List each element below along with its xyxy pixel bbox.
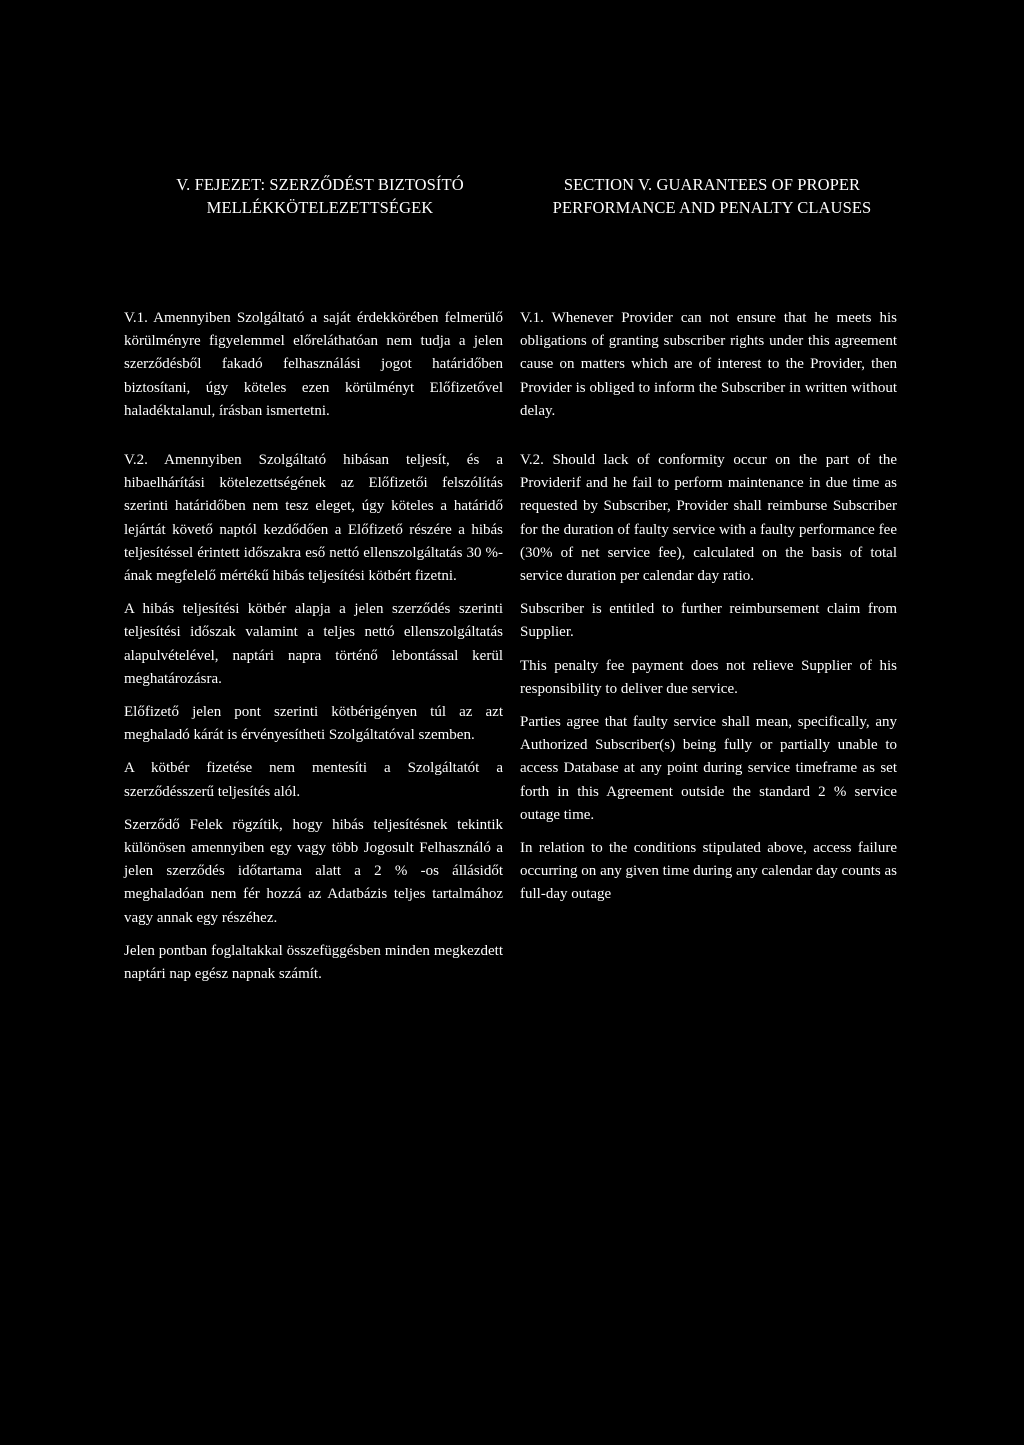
further-claim-en: Subscriber is entitled to further reimbursement claim from Supplier. — [520, 601, 897, 641]
no-relief-en: This penalty fee payment does not relieve Supplier of his responsibility to deliver due service. — [520, 657, 897, 697]
full-day-outage-hu: Jelen pontban foglaltakkal összefüggésben minden megkezdett naptári nap egész napnak számít. — [124, 942, 503, 983]
no-relief-hu: A kötbér fizetése nem mentesíti a Szolgáltatót a szerződésszerű teljesítés alól. — [124, 760, 503, 800]
section-heading-hungarian: V. FEJEZET: SZERZŐDÉST BIZTOSÍTÓ MELLÉKKÖTELEZETTSÉGEK — [176, 175, 464, 217]
full-day-outage-en: In relation to the conditions stipulated above, access failure occurring on any given time during any calendar day counts as full-day outage — [520, 840, 897, 903]
clause-v1-hu: V.1. Amennyiben Szolgáltató a saját érdekkörében felmerülő körülményre figyelemmel előreláthatóan nem tudja a jelen szerződésből fakadó felhasználási jogot határidőben biztosítani, úgy köteles ezen körülményt Előfizetővel haladéktalanul, írásban ismertetni. — [124, 310, 503, 419]
hungarian-column — [124, 307, 503, 986]
clause-v2-en: V.2. Should lack of conformity occur on the part of the Providerif and he fail to perform maintenance in due time as requested by Subscriber, Provider shall reimburse Subscriber for the duration of faulty service with a faulty performance fee (30% of net service fee), calculated on the basis of total service duration per calendar day ratio. — [520, 452, 897, 585]
damage-claim-hu: Előfizető jelen pont szerinti kötbérigényen túl az azt meghaladó kárát is érvényesítheti Szolgáltatóval szemben. — [124, 704, 503, 744]
faulty-service-definition-en: Parties agree that faulty service shall mean, specifically, any Authorized Subscriber(s) being fully or partially unable to access Database at any point during service timeframe as set forth in this Agreement outside the standard 2 % service outage time. — [520, 714, 897, 823]
penalty-basis-hu: A hibás teljesítési kötbér alapja a jelen szerződés szerinti teljesítési időszak valamint a teljes nettó ellenszolgáltatás alapulvételével, naptári napra történő lebontással kerül meghatározásra. — [124, 601, 503, 687]
faulty-service-definition-hu: Szerződő Felek rögzítik, hogy hibás teljesítésnek tekintik különösen amennyiben egy vagy több Jogosult Felhasználó a jelen szerződés időtartama alatt a 2 % -os állásidőt meghaladóan nem fér hozzá az Adatbázis teljes tartalmához vagy annak egy részéhez. — [124, 816, 503, 926]
section-heading-english: SECTION V. GUARANTEES OF PROPER PERFORMANCE AND PENALTY CLAUSES — [552, 175, 872, 217]
clause-v2-hu: V.2. Amennyiben Szolgáltató hibásan teljesít, és a hibaelhárítási kötelezettségének az Előfizetői felszólítás szerinti határidőben nem tesz eleget, úgy köteles a határidő lejártát követő naptól kezdődően a Előfizető részére a hibás teljesítéssel érintett időszakra eső nettó ellenszolgáltatás 30 %-ának megfelelő mértékű hibás teljesítési kötbért fizetni. — [124, 452, 503, 585]
english-column — [520, 307, 897, 907]
clause-v1-en: V.1. Whenever Provider can not ensure that he meets his obligations of granting subscriber rights under this agreement cause on matters which are of interest to the Provider, then Provider is obliged to inform the Subscriber in written without delay. — [520, 310, 897, 419]
